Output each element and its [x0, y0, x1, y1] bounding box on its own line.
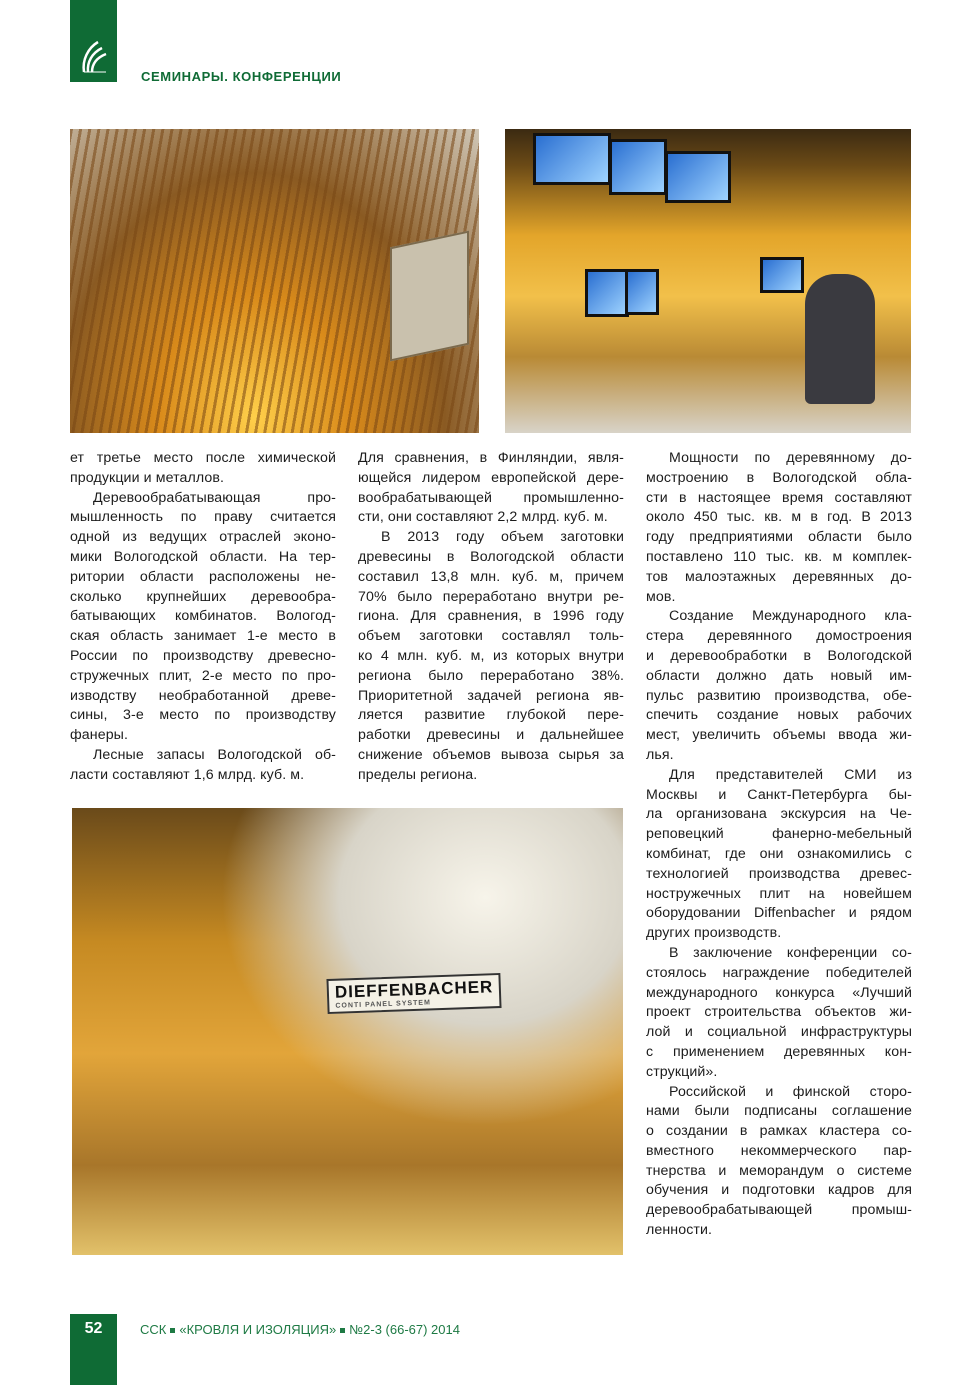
header-green-bar: [70, 0, 117, 82]
text-line: Для представителей СМИ из: [669, 766, 912, 783]
text-line: В заключение конференции со-: [669, 944, 912, 961]
text-line: Для сравнения, в Финляндии, явля-: [358, 450, 624, 466]
text-line: сины, 3-е место по производству: [70, 707, 336, 724]
paragraph: [70, 746, 336, 786]
text-line: тнерства и меморандум о системе: [646, 1162, 912, 1179]
paragraph: [70, 449, 336, 489]
text-line: Мощности по деревянному до-: [669, 450, 912, 466]
text-line: В 2013 году объем заготовки: [381, 529, 624, 546]
text-line: и деревообработки в Вологодской: [646, 647, 912, 664]
text-line: вместного некоммерческого пар-: [646, 1142, 912, 1159]
text-line: деревообрабатывающей промыш-: [646, 1202, 912, 1219]
text-line: мостроению в Вологодской обла-: [646, 469, 912, 486]
text-line: Деревообрабатывающая про-: [93, 489, 336, 506]
text-line: 70% было переработано внутри ре-: [358, 588, 624, 605]
dieffenbacher-sign: DIEFFENBACHER CONTI PANEL SYSTEM: [326, 973, 502, 1014]
text-line: Российской и финской сторо-: [669, 1083, 912, 1100]
text-line: нами были подписаны соглашение: [646, 1103, 912, 1120]
text-line: лой и социальной инфраструктуры: [646, 1024, 912, 1041]
text-line: Москвы и Санкт-Петербурга бы-: [646, 786, 912, 803]
text-line: объем заготовки составлял толь-: [358, 628, 624, 645]
text-column-2: [358, 449, 624, 786]
text-line: около 450 тыс. кв. м в год. В 2013: [646, 509, 912, 526]
text-line: работки древесины и дальнейшее: [358, 727, 624, 744]
text-line: ко 4 млн. куб. м, из которых внутри: [358, 647, 624, 664]
paragraph: [358, 528, 624, 785]
text-line: мов.: [646, 588, 676, 605]
text-line: ющейся лидером европейской дере-: [358, 469, 624, 486]
text-line: лья.: [646, 746, 674, 763]
text-line: с применением деревянных кон-: [646, 1043, 912, 1060]
text-line: одной из ведущих отраслей эконо-: [70, 529, 336, 546]
text-line: реповецкий фанерно-мебельный: [646, 826, 912, 843]
footer-magazine: «КРОВЛЯ И ИЗОЛЯЦИЯ»: [179, 1322, 337, 1337]
text-line: пределы региона.: [358, 766, 478, 783]
text-line: стера деревянного домостроения: [646, 628, 912, 645]
section-title: СЕМИНАРЫ. КОНФЕРЕНЦИИ: [141, 69, 342, 84]
text-line: региона было переработано 38%.: [358, 667, 624, 684]
text-line: фанеры.: [70, 727, 129, 744]
text-line: Лесные запасы Вологодской об-: [93, 746, 336, 763]
text-line: батывающих комбинатов. Вологод-: [70, 608, 336, 625]
text-line: снижение объемов вывоза сырья за: [358, 746, 624, 763]
text-column-1: [70, 449, 336, 786]
photo-control-room: [505, 129, 911, 433]
magazine-logo-icon: [80, 38, 108, 74]
text-line: ленности.: [646, 1222, 713, 1239]
footer-green-bar: [70, 1314, 117, 1385]
page-number: 52: [84, 1320, 103, 1337]
text-line: России по производству древесно-: [70, 647, 336, 664]
text-line: стоялось награждение победителей: [646, 964, 912, 981]
text-line: изводству необработанной древе-: [70, 687, 336, 704]
text-line: спечить создание новых рабочих: [646, 707, 912, 724]
paragraph: [358, 449, 624, 528]
text-line: области должно дать новый им-: [646, 667, 912, 684]
text-line: продукции и металлов.: [70, 469, 225, 486]
text-line: струкций».: [646, 1063, 718, 1080]
text-line: ет третье место после химической: [70, 450, 336, 466]
text-line: ляется развитие глубокой пере-: [358, 707, 624, 724]
paragraph: [646, 607, 912, 765]
text-line: мест, увеличить объемы ввода жи-: [646, 727, 912, 744]
footer-publication: [140, 1322, 460, 1337]
text-line: вообрабатывающей промышленно-: [358, 489, 624, 506]
text-line: оборудовании Diffenbacher и рядом: [646, 905, 912, 922]
text-line: сти, они составляют 2,2 млрд. куб. м.: [358, 509, 608, 526]
text-line: международного конкурса «Лучший: [646, 984, 912, 1001]
footer-publisher: ССК: [140, 1322, 167, 1337]
text-line: мики Вологодской области. На тер-: [70, 548, 336, 565]
text-line: ласти составляют 1,6 млрд. куб. м.: [70, 766, 305, 783]
text-column-3: [646, 449, 912, 1241]
text-line: году предприятиями области было: [646, 529, 912, 546]
text-line: тов малоэтажных деревянных до-: [646, 568, 912, 585]
text-line: ритории области расположены не-: [70, 568, 336, 585]
photo-press-machinery: [70, 129, 479, 433]
text-line: Создание Международного кла-: [669, 608, 912, 625]
text-line: древесины в Вологодской области: [358, 548, 624, 565]
photo-dieffenbacher-line: [72, 808, 623, 1255]
text-line: мышленность по праву считается: [70, 509, 336, 526]
text-line: составил 13,8 млн. куб. м, причем: [358, 568, 624, 585]
text-line: сколько крупнейших деревообра-: [70, 588, 336, 605]
text-line: проект строительства объектов жи-: [646, 1004, 912, 1021]
text-line: ская область занимает 1-е место в: [70, 628, 336, 645]
text-line: о создании в рамках кластера со-: [646, 1123, 912, 1140]
text-line: Приоритетной задачей региона яв-: [358, 687, 624, 704]
text-line: сти в настоящее время составляют: [646, 489, 912, 506]
text-line: гиона. Для сравнения, в 1996 году: [358, 608, 624, 625]
text-line: других производств.: [646, 925, 782, 942]
text-line: технологией производства древес-: [646, 865, 912, 882]
text-line: пульс развитию производства, обе-: [646, 687, 912, 704]
text-line: обучения и подготовки кадров для: [646, 1182, 912, 1199]
text-line: ла организована экскурсия на Че-: [646, 806, 912, 823]
paragraph: [646, 1083, 912, 1241]
footer-issue: №2-3 (66-67) 2014: [349, 1322, 460, 1337]
paragraph: [646, 449, 912, 607]
text-line: стружечных плит, 2-е место по про-: [70, 667, 336, 684]
text-line: ностружечных плит на новейшем: [646, 885, 912, 902]
paragraph: [70, 489, 336, 746]
paragraph: [646, 944, 912, 1083]
text-line: поставлено 110 тыс. кв. м комплек-: [646, 548, 912, 565]
text-line: комбинат, где они ознакомились с: [646, 845, 912, 862]
paragraph: [646, 766, 912, 944]
